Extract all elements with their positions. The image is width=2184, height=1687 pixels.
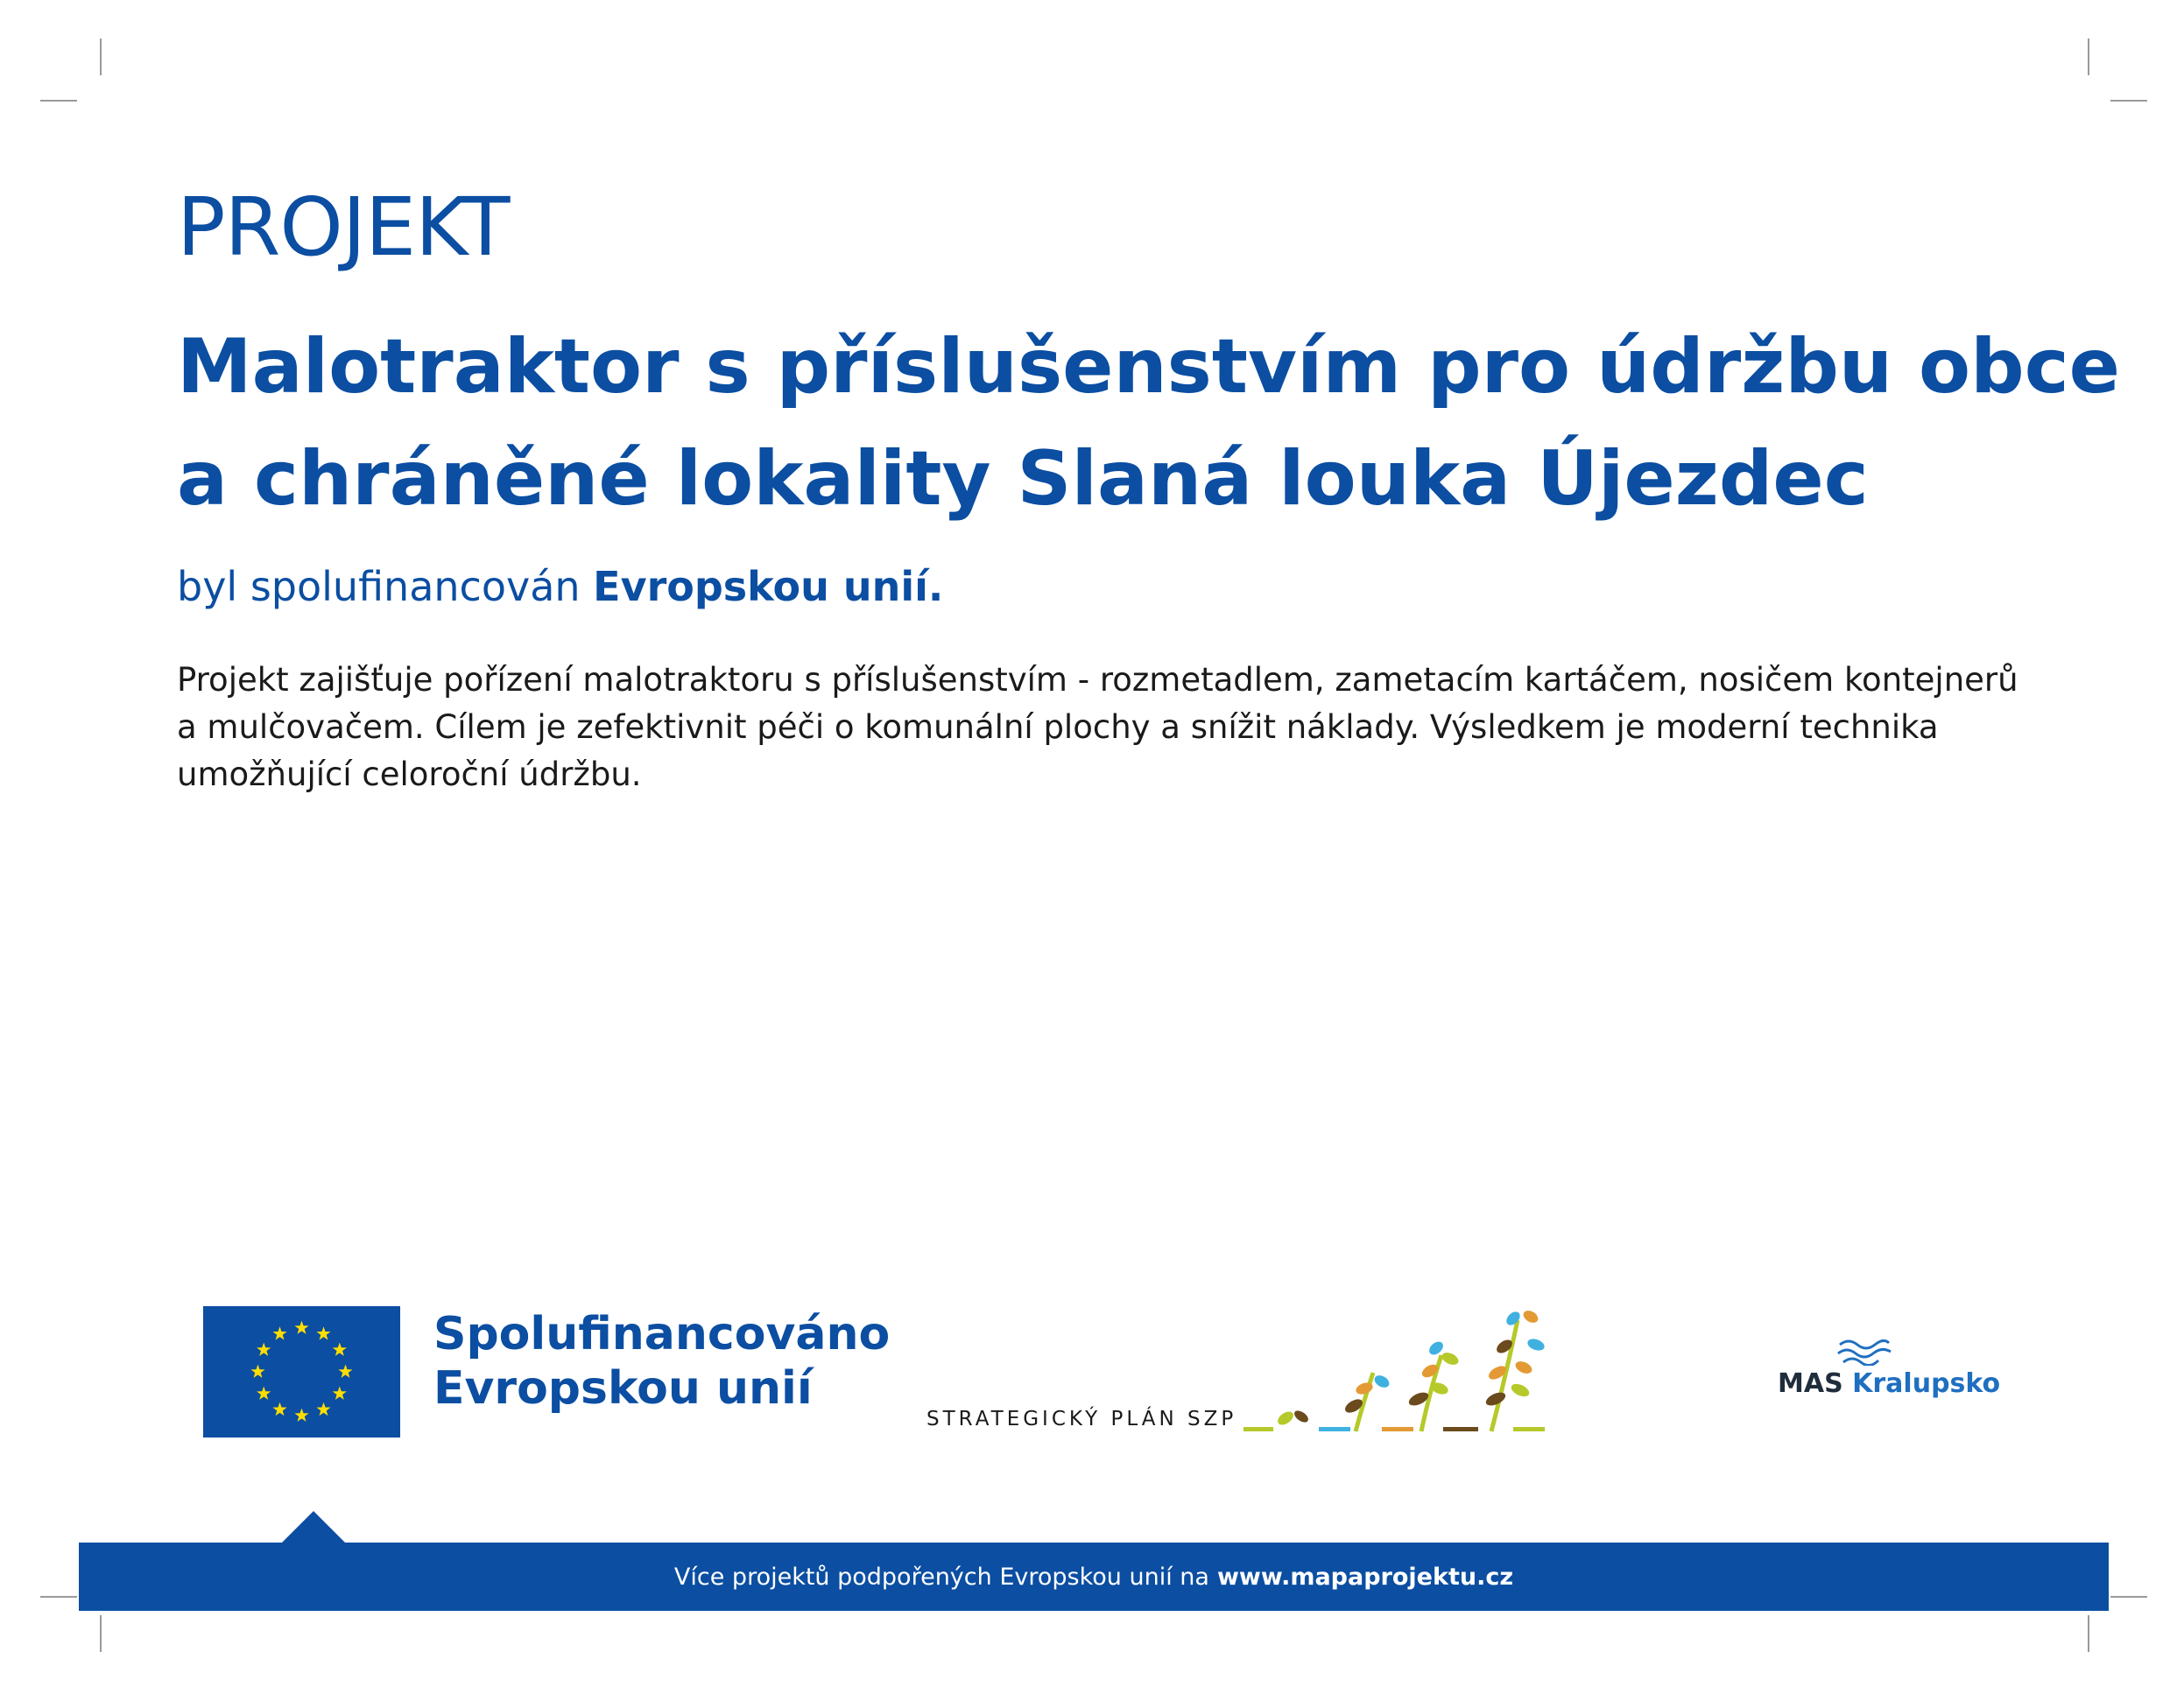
eu-star <box>294 1409 308 1422</box>
eu-star <box>294 1321 308 1334</box>
description-line: a mulčovačem. Cílem je zefektivnit péči o komunální plochy a snížit náklady. Výsledkem je moderní technika <box>177 708 1939 746</box>
eu-logo-line: Evropskou unií <box>433 1362 813 1415</box>
eu-star <box>316 1402 330 1416</box>
mas-logo-part: MAS <box>1778 1368 1843 1399</box>
project-kicker: PROJEKT <box>177 180 510 274</box>
eu-star <box>333 1387 347 1400</box>
cofinanced-prefix: byl spolufinancován <box>177 563 581 610</box>
crop-mark <box>100 1615 102 1652</box>
crop-mark <box>2110 1596 2147 1598</box>
footer-bar <box>79 1543 2109 1611</box>
cofinanced-bold: Evropskou unií. <box>593 563 944 610</box>
eu-star <box>257 1343 271 1356</box>
description-line: Projekt zajišťuje pořízení malotraktoru s příslušenstvím - rozmetadlem, zametacím kartáčem, nosičem kontejnerů <box>177 661 2018 699</box>
project-description <box>177 657 2060 798</box>
waves-icon <box>1836 1338 1892 1366</box>
cofinanced-statement <box>177 560 943 613</box>
footer-pointer <box>282 1511 345 1543</box>
eu-star <box>272 1326 286 1339</box>
crop-mark <box>2088 39 2089 75</box>
crop-mark <box>40 1596 77 1598</box>
eu-star <box>250 1365 264 1378</box>
eu-star <box>338 1365 352 1378</box>
eu-star <box>272 1402 286 1416</box>
mas-logo-part: Kralupsko <box>1852 1368 2001 1399</box>
sprouting-plants-icon <box>1242 1303 1566 1443</box>
footer-link[interactable]: www.mapaprojektu.cz <box>1216 1563 1514 1591</box>
eu-star <box>316 1326 330 1339</box>
szp-logo-text: STRATEGICKÝ PLÁN SZP <box>926 1408 1237 1430</box>
eu-star <box>257 1387 271 1400</box>
mas-logo-text <box>1778 1368 2000 1399</box>
eu-star <box>333 1343 347 1356</box>
footer-text: Více projektů podpořených Evropskou unií na <box>673 1563 1209 1591</box>
eu-logo-text <box>433 1307 890 1416</box>
crop-mark <box>100 39 102 75</box>
description-line: umožňující celoroční údržbu. <box>177 756 642 793</box>
project-title-line: a chráněné lokality Slaná louka Újezdec <box>177 435 1869 523</box>
eu-flag-icon <box>203 1306 400 1437</box>
eu-logo-line: Spolufinancováno <box>433 1308 891 1360</box>
project-title <box>177 311 2120 535</box>
project-title-line: Malotraktor s příslušenstvím pro údržbu obce <box>177 323 2120 411</box>
crop-mark <box>40 100 77 102</box>
crop-mark <box>2088 1615 2089 1652</box>
crop-mark <box>2110 100 2147 102</box>
